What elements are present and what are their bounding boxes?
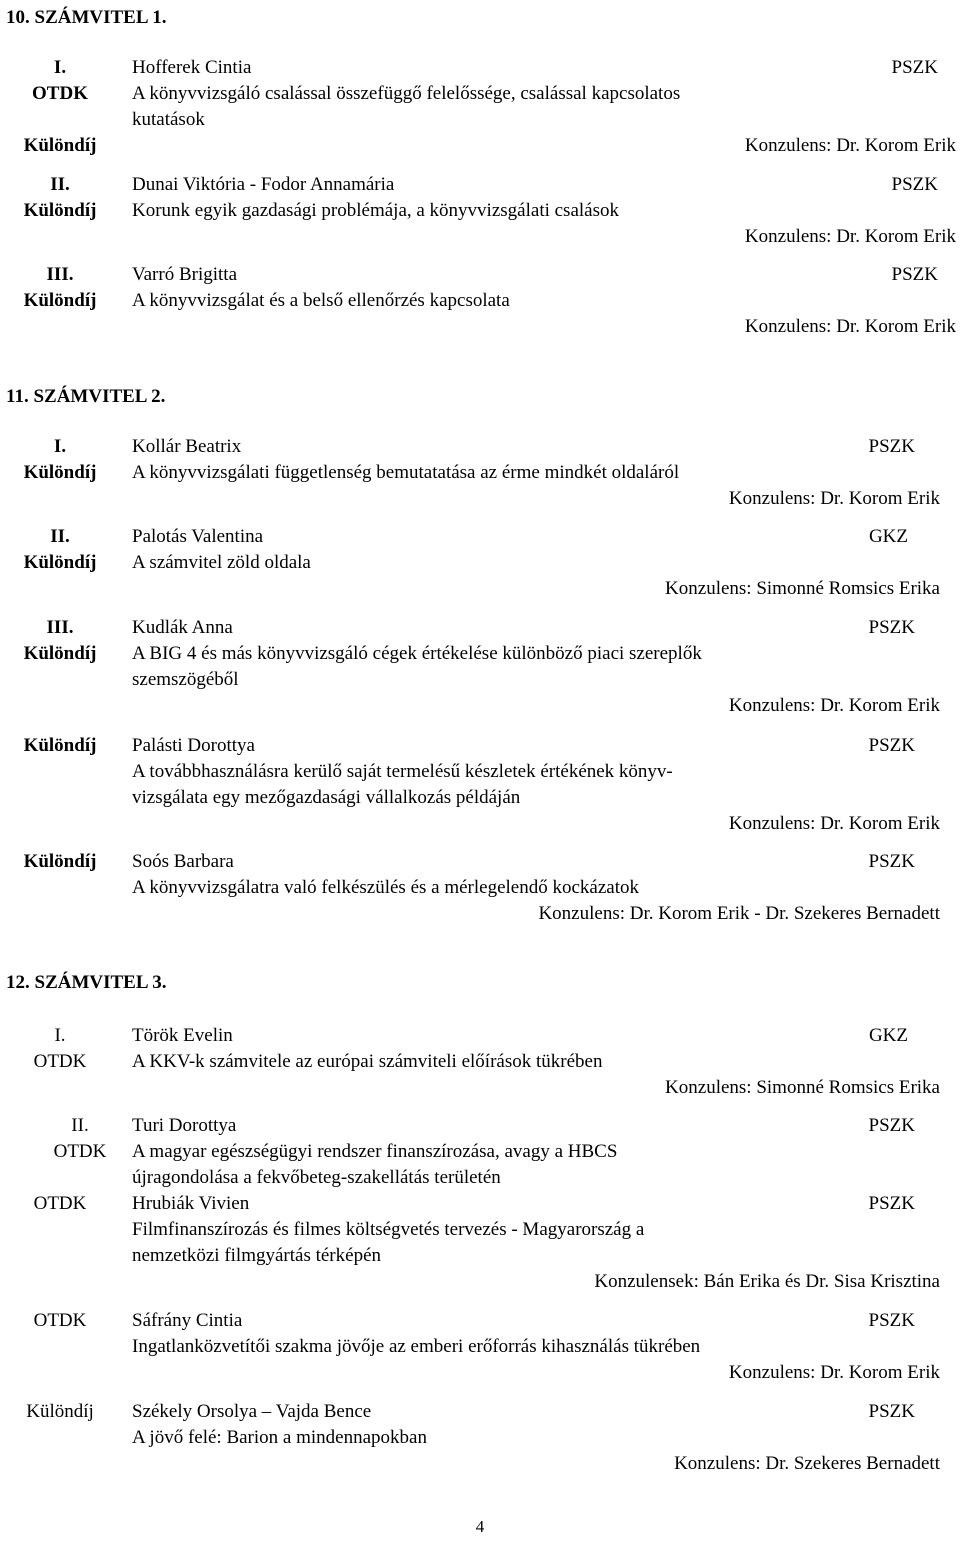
award: Különdíj	[23, 851, 97, 872]
section-title: 11. SZÁMVITEL 2.	[6, 386, 166, 407]
rank: III.	[46, 264, 74, 285]
entry-row	[0, 1399, 960, 1425]
award: Különdíj	[23, 200, 97, 221]
institute: PSZK	[868, 735, 915, 756]
institute: PSZK	[868, 1115, 915, 1136]
section-title: 10. SZÁMVITEL 1.	[6, 7, 167, 28]
consultant: Konzulens: Dr. Korom Erik	[744, 135, 956, 156]
institute: PSZK	[868, 436, 915, 457]
rank: II.	[71, 1115, 89, 1136]
entry-row	[0, 1191, 960, 1217]
consultant: Konzulensek: Bán Erika és Dr. Sisa Krisztina	[594, 1271, 940, 1292]
rank: I.	[53, 436, 67, 457]
institute: PSZK	[868, 851, 915, 872]
names: Varró Brigitta	[132, 264, 238, 285]
names: Turi Dorottya	[132, 1115, 237, 1136]
entry-row	[0, 1113, 960, 1139]
award: OTDK	[32, 83, 88, 104]
names: Székely Orsolya – Vajda Bence	[132, 1401, 372, 1422]
names: Dunai Viktória - Fodor Annamária	[132, 174, 395, 195]
title-line: A BIG 4 és más könyvvizsgáló cégek értékelése különböző piaci szereplők	[132, 643, 702, 664]
names: Kollár Beatrix	[132, 436, 242, 457]
institute: PSZK	[868, 1310, 915, 1331]
title-line: A jövő felé: Barion a mindennapokban	[132, 1427, 427, 1448]
section-title: 12. SZÁMVITEL 3.	[6, 972, 167, 993]
title-line: A számvitel zöld oldala	[132, 552, 311, 573]
award: Különdíj	[26, 1401, 94, 1422]
rank: III.	[46, 617, 74, 638]
entry-row	[0, 55, 960, 81]
rank: I.	[54, 1025, 66, 1046]
names: Soós Barbara	[132, 851, 234, 872]
institute: PSZK	[868, 617, 915, 638]
consultant: Konzulens: Dr. Korom Erik	[744, 226, 956, 247]
institute: PSZK	[868, 1193, 915, 1214]
title-line: A könyvvizsgáló csalással összefüggő felelőssége, csalással kapcsolatos	[132, 83, 681, 104]
title-line: A magyar egészségügyi rendszer finanszírozása, avagy a HBCS	[132, 1141, 618, 1162]
names: Hofferek Cintia	[132, 57, 252, 78]
names: Hrubiák Vivien	[132, 1193, 250, 1214]
names: Sáfrány Cintia	[132, 1310, 243, 1331]
title-line: A könyvvizsgálati függetlenség bemutatatása az érme mindkét oldaláról	[132, 462, 680, 483]
institute: GKZ	[868, 1025, 908, 1046]
title-line: Ingatlanközvetítői szakma jövője az emberi erőforrás kihasználás tükrében	[132, 1336, 701, 1357]
institute: PSZK	[891, 174, 938, 195]
consultant: Konzulens: Dr. Korom Erik - Dr. Szekeres Bernadett	[538, 903, 940, 924]
consultant: Konzulens: Dr. Korom Erik	[728, 488, 940, 509]
title-line: szemszögéből	[132, 669, 239, 690]
entry-row	[0, 1308, 960, 1334]
title-line: A könyvvizsgálatra való felkészülés és a mérlegelendő kockázatok	[132, 877, 639, 898]
title-line: Filmfinanszírozás és filmes költségvetés tervezés - Magyarország a	[132, 1219, 645, 1240]
entry-row	[0, 733, 960, 759]
award: Különdíj	[23, 735, 97, 756]
names: Kudlák Anna	[132, 617, 233, 638]
title-line: A továbbhasználásra kerülő saját termelésű készletek értékének könyv-	[132, 761, 673, 782]
title-line: vizsgálata egy mezőgazdasági vállalkozás példáján	[132, 787, 521, 808]
consultant: Konzulens: Dr. Korom Erik	[728, 1362, 940, 1383]
title-line: újragondolása a fekvőbeteg-szakellátás területén	[132, 1167, 501, 1188]
page-number: 4	[475, 1517, 485, 1536]
entry-row	[0, 1023, 960, 1049]
award: Különdíj	[23, 135, 97, 156]
consultant: Konzulens: Dr. Szekeres Bernadett	[674, 1453, 940, 1474]
names: Palotás Valentina	[132, 526, 264, 547]
consultant: Konzulens: Dr. Korom Erik	[728, 695, 940, 716]
title-line: nemzetközi filmgyártás térképén	[132, 1245, 382, 1266]
rank: II.	[50, 526, 70, 547]
names: Palásti Dorottya	[132, 735, 255, 756]
entry-row	[0, 849, 960, 875]
entry-row	[0, 615, 960, 641]
award: Különdíj	[23, 552, 97, 573]
title-line: Korunk egyik gazdasági problémája, a könyvvizsgálati csalások	[132, 200, 619, 221]
entry-row	[0, 262, 960, 288]
award: Különdíj	[23, 643, 97, 664]
title-line: A könyvvizsgálat és a belső ellenőrzés kapcsolata	[132, 290, 510, 311]
rank: I.	[53, 57, 67, 78]
award: OTDK	[33, 1310, 87, 1331]
award: OTDK	[33, 1051, 87, 1072]
entry-row	[0, 172, 960, 198]
entry-row	[0, 524, 960, 550]
award: Különdíj	[23, 462, 97, 483]
title-line: kutatások	[132, 109, 205, 130]
institute: PSZK	[891, 57, 938, 78]
institute: PSZK	[868, 1401, 915, 1422]
consultant: Konzulens: Dr. Korom Erik	[744, 316, 956, 337]
rank: II.	[50, 174, 70, 195]
names: Török Evelin	[132, 1025, 233, 1046]
title-line: A KKV-k számvitele az európai számviteli előírások tükrében	[132, 1051, 603, 1072]
consultant: Konzulens: Simonné Romsics Erika	[665, 1077, 940, 1098]
institute: PSZK	[891, 264, 938, 285]
award: OTDK	[53, 1141, 107, 1162]
award: OTDK	[33, 1193, 87, 1214]
institute: GKZ	[868, 526, 908, 547]
entry-row	[0, 434, 960, 460]
consultant: Konzulens: Simonné Romsics Erika	[665, 578, 940, 599]
award: Különdíj	[23, 290, 97, 311]
consultant: Konzulens: Dr. Korom Erik	[728, 813, 940, 834]
